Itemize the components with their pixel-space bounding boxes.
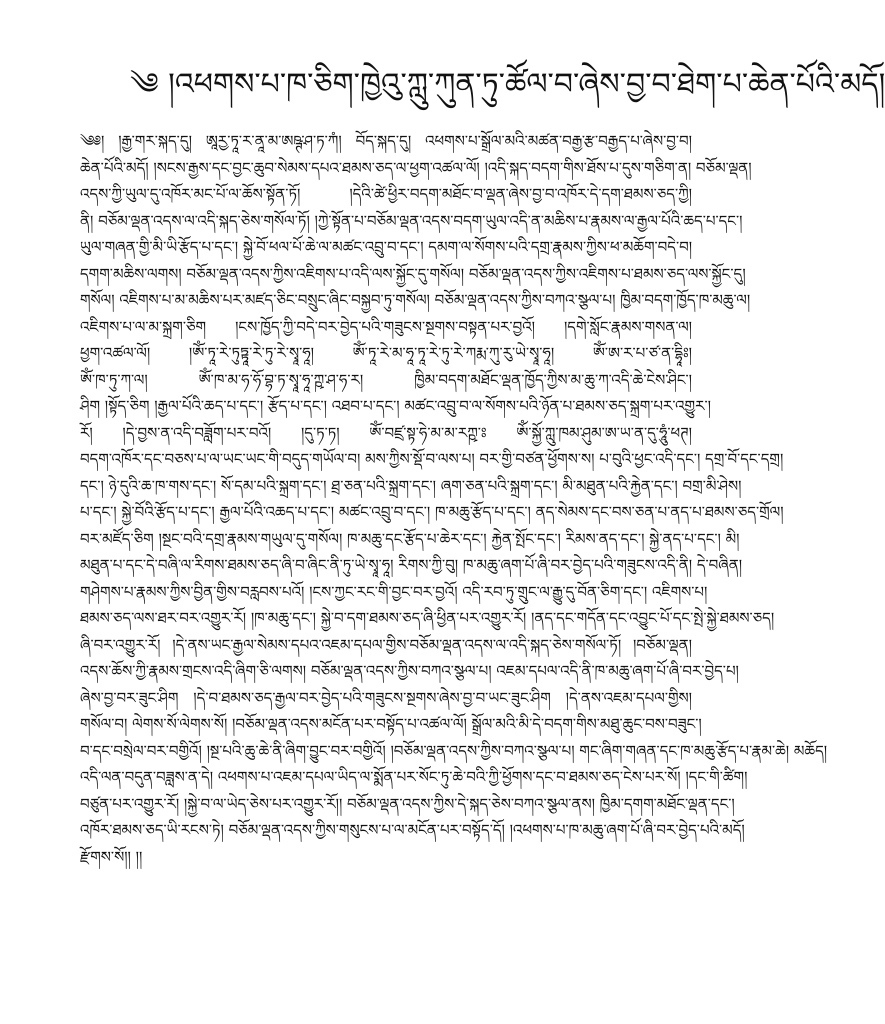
text-line: ཤིག །སྟོད་ཅིག །རྒྱལ་པོའི་ཆད་པ་དང་། རྩོད་པ་དང་། འཐབ་པ་དང་། མཚང་འབྲུ་བ་ལ་སོགས་པའི་ཉོན་པ་ཐམས་ཅད་སྐྲག་པར་འགྱུར་། bbox=[80, 397, 711, 415]
text-line: རྫོགས་སོ།། །། bbox=[80, 847, 143, 866]
document-body bbox=[80, 128, 828, 868]
text-line: པ་དང་། སྐྱེ་བོའི་རྩོད་པ་དང་། རྒྱལ་པོའི་འཆད་པ་དང་། མཚང་འབྲུ་བ་དང་། ཁ་མཆུ་རྩོད་པ་དང་། ནད་སེམས་དང་བས་ཅན་པ་ནད་པ་ཐམས་ཅད་གྲོལ། bbox=[80, 503, 784, 521]
text-line: བདག་འཁོར་དང་བཅས་པ་ལ་ཡང་ཡང་གི་བདུད་གཡོལ་བ། མས་ཀྱིས་སྡོ་བ་ལས་པ། བར་གྱི་བཙན་ཕྱོགས་ས། པ་བུའི་ཕྱང་འདི་དང་། དགྲ་བོ་དང་དགྲ། bbox=[80, 450, 784, 468]
text-line: མཐུན་པ་དང་དེ་བཞི་ལ་རིགས་ཐམས་ཅད་ཞི་བ་ཞིང་ནི་ཏུ་ཡེ་སྭཱ་ཧཱ། རིགས་ཀྱི་བུ། ཁ་མཆུ་ཞག་པོ་ཞི་བར་བྱེད་པའི་གཟུངས་འདི་ནི། དེ་བཞིན། bbox=[80, 556, 743, 574]
text-line: ནི། བཅོམ་ལྡན་འདས་ལ་འདི་སྐད་ཅེས་གསོལ་ཏོ། །ཀྱེ་སྟོན་པ་བཅོམ་ལྡན་འདས་བདག་ཡུལ་འདི་ན་མཆིས་པ་རྣམས་ལ་རྒྱལ་པོའི་ཆད་པ་དང་། bbox=[80, 211, 743, 230]
text-line: གཤེགས་པ་རྣམས་ཀྱིས་བྱིན་གྱིས་བརླབས་པའོ། །ངས་ཀྱང་རང་གི་བྱང་བར་བྱའོ། འདི་རབ་ཏུ་གྲུང་ལ་རྒྱུ་དུ་བོན་ཅིག་དང་། འཇིགས་པ། bbox=[80, 582, 708, 601]
text-line: ཡུལ་གཞན་གྱི་མི་ཡི་རྩོད་པ་དང་། སྐྱེ་བོ་ཕལ་པོ་ཆེ་ལ་མཚང་འབྲུ་བ་དང་། དམག་ལ་སོགས་པའི་དགྲ་རྣམས་ཀྱིས་ཕ་མཆོག་བདེ་བ། bbox=[80, 238, 693, 256]
text-line: ཞི་བར་འགྱུར་རོ། །དེ་ནས་ཡང་རྒྱལ་སེམས་དཔའ་འཇམ་དཔལ་གྱིས་བཅོམ་ལྡན་འདས་ལ་འདི་སྐད་ཅེས་གསོལ་ཏོ། །བཅོམ་ལྡན། bbox=[80, 635, 692, 654]
text-line: བཙུན་པར་འགྱུར་རོ། །སྐྱེ་བ་ལ་ཡེད་ཅེས་པར་འགྱུར་རོ།། བཅོམ་ལྡན་འདས་ཀྱིས་དེ་སྐད་ཅེས་བཀའ་སྩལ་ནས། ཁྱིམ་དགག་མཐོང་ལྡན་དང་། bbox=[80, 794, 735, 813]
text-line: ཨོཾ་ཁ་ཏུ་ཀ་ལ། ཨོཾ་ཁ་མ་ཧ་ཧོ་བྷ་ཏ་སྭཱ་ཧཱ་ཀྵ་ཤ་ཧ་ར། ཁྱིམ་བདག་མཐོང་ལྡན་ཁྱོད་ཀྱིས་མ་ཆུ་ཀ་འདི་ཆེ་ངེས་ཤིང་། bbox=[80, 370, 692, 389]
text-line: ༄༅། །རྒྱ་གར་སྐད་དུ། ཨཱརྱ་ཏཱ་ར་ནཱ་མ་ཨཥྚ་ཤ་ཏ་ཀཾ། བོད་སྐད་དུ། འཕགས་པ་སྒྲོལ་མའི་མཚན་བརྒྱ་རྩ་བརྒྱད་པ་ཞེས་བྱ་བ། bbox=[80, 132, 692, 150]
text-line: བ་དང་བསྲེལ་བར་བགྱིའོ། །སྔ་པའི་ཆུ་ཆེ་ནི་ཞིག་བྱུང་བར་བགྱིའོ། །བཅོམ་ལྡན་འདས་ཀྱིས་བཀའ་སྩལ་པ། གང་ཞིག་གཞན་དང་ཁ་མཆུ་རྩོད་པ་རྣམ་ཆེ། མཆོད། bbox=[80, 741, 828, 760]
text-line: རོ། །དེ་བྱས་ན་འདི་བཟློག་པར་བའོ། །དུ་ཏ་ཏ། ཨོཾ་བཛྲ་སྟ་ཧེ་མ་མ་རཀྵ་ཿ ཨོཾ་སྐྱོ་ཀླུ་ཁམ་ཤུམ་ཨ་ཡ་ན་དུ་ཧཱུཾ་ཕཊ། bbox=[80, 423, 692, 442]
text-line: འདི་ལན་བདུན་བཟླས་ན་དེ། འཕགས་པ་འཇམ་དཔལ་ཡིད་ལ་སྨོན་པར་སོང་ཏུ་ཆེ་བའི་ཀྱི་ཕྱོགས་དང་བ་ཐམས་ཅད་ངེས་པར་སོ། །དང་གི་ཚིག། bbox=[80, 768, 748, 786]
text-line: འདས་ཀྱི་ཡུལ་དུ་འཁོར་མང་པོ་ལ་ཆོས་སྟོན་ཏོ། །དེའི་ཚེ་ཕྱིར་བདག་མཐོང་བ་ལྡན་ཞེས་བྱ་བ་འཁོར་དེ་དག་ཐམས་ཅད་ཀྱི། bbox=[80, 185, 692, 203]
text-line: གསོལ། འཇིགས་པ་མ་མཆིས་པར་མཛད་ཅིང་བསྲུང་ཞིང་བསྐྱབ་ཏུ་གསོལ། བཅོམ་ལྡན་འདས་ཀྱིས་བཀའ་སྩལ་པ། ཁྱིམ་བདག་ཁྱོད་ཁ་མཆུ་ལ། bbox=[80, 291, 751, 309]
text-line: འཁོར་ཐམས་ཅད་ཡི་རངས་ཏེ། བཅོམ་ལྡན་འདས་ཀྱིས་གསུངས་པ་ལ་མངོན་པར་བསྟོད་དོ། །འཕགས་པ་ཁ་མཆུ་ཞག་པོ་ཞི་བར་བྱེད་པའི་མདོ། bbox=[80, 821, 745, 839]
text-line: བར་མཛོད་ཅིག །སྔང་བའི་དགྲ་རྣམས་གཡུལ་དུ་གསོལ། ཁ་མཆུ་དང་རྩོད་པ་ཆེར་དང་། རྐྱེན་སྤོང་དང་། རིམས་ནད་དང་། སྐྱེ་ནད་པ་དང་། མི། bbox=[80, 529, 740, 548]
document-title: ༄ །འཕགས་པ་ཁ་ཅིག་ཁྱེའུ་ཀླུ་ཀུན་ཏུ་ཚོལ་བ་ཞེས་བྱ་བ་ཐེག་པ་ཆེན་པོའི་མདོ། bbox=[130, 67, 885, 102]
text-line: ཆེན་པོའི་མདོ། །སངས་རྒྱས་དང་བྱང་ཆུབ་སེམས་དཔའ་ཐམས་ཅད་ལ་ཕྱག་འཚལ་ལོ། །འདི་སྐད་བདག་གིས་ཐོས་པ་དུས་གཅིག་ན། བཅོམ་ལྡན། bbox=[80, 158, 752, 177]
text-line: ཐམས་ཅད་ལས་ཐར་བར་འགྱུར་རོ། །ཁ་མཆུ་དང་། སྐྱེ་བ་དག་ཐམས་ཅད་ཞི་ཕྱིན་པར་འགྱུར་རོ། །ནད་དང་གདོན་དང་འབྱུང་པོ་དང་སྤེ་སྐྱེ་ཐམས་ཅད། bbox=[80, 609, 775, 627]
text-line: གསོལ་བ། ལེགས་སོ་ལེགས་སོ། །བཅོམ་ལྡན་འདས་མངོན་པར་བསྟོད་པ་འཚལ་ལོ། སྒྲོལ་མའི་མི་དེ་བདག་གིས་མཐུ་ཆུང་བས་བཟུང་། bbox=[80, 715, 702, 733]
text-line: འཇིགས་པ་ལ་མ་སྐྲག་ཅིག །ངས་ཁྱོད་ཀྱི་བདེ་བར་བྱེད་པའི་གཟུངས་སྔགས་བསྟན་པར་བྱའོ། །དགེ་སློང་རྣམས་གསན་ལ། bbox=[80, 317, 692, 336]
text-line: དགག་མཆིས་ལགས། བཅོམ་ལྡན་འདས་ཀྱིས་འཇིགས་པ་འདི་ལས་སྐྱོང་དུ་གསོལ། བཅོམ་ལྡན་འདས་ཀྱིས་འཇིགས་པ་ཐམས་ཅད་ལས་སྐྱོང་དུ། bbox=[80, 264, 746, 283]
text-line: ཞེས་བྱ་བར་ཟུང་ཤིག །དེ་བ་ཐམས་ཅད་རྒྱལ་བར་བྱེད་པའི་གཟུངས་སྔགས་ཞེས་བྱ་བ་ཡང་ཟུང་ཤིག །དེ་ནས་འཇམ་དཔལ་གྱིས། bbox=[80, 688, 692, 707]
text-line: ཕྱག་འཚལ་ལོ། །ཨོཾ་ཏཱ་རེ་ཏུཏྟཱ་རེ་ཏུ་རེ་སྭཱ་ཧཱ། ཨོཾ་ཏཱ་རེ་མ་ཧཱ་ཏཱ་རེ་ཏུ་རེ་ཀརྨ་ཀུ་རུ་ཡེ་སྭཱ་ཧཱ། ཨོཾ་ཨ་ར་པ་ཙ་ན་དྷཱིཿ། bbox=[80, 344, 692, 362]
text-line: འདས་ཆོས་ཀྱི་རྣམས་གྲངས་འདི་ཞིག་ཅི་ལགས། བཅོམ་ལྡན་འདས་ཀྱིས་བཀའ་སྩལ་པ། འཇམ་དཔལ་འདི་ནི་ཁ་མཆུ་ཞག་པོ་ཞི་བར་བྱེད་པ། bbox=[80, 662, 739, 680]
text-line: དང་། ཉེ་དུའི་ཆ་ཁ་གས་དང་། སོ་དམ་པའི་སྐྲག་དང་། ཐྲ་ཅན་པའི་སྐྲག་དང་། ཞག་ཅན་པའི་སྐྲག་དང་། མི་མཐུན་པའི་རྐྱེན་དང་། བགྲ་མི་ཤེས། bbox=[80, 476, 742, 495]
